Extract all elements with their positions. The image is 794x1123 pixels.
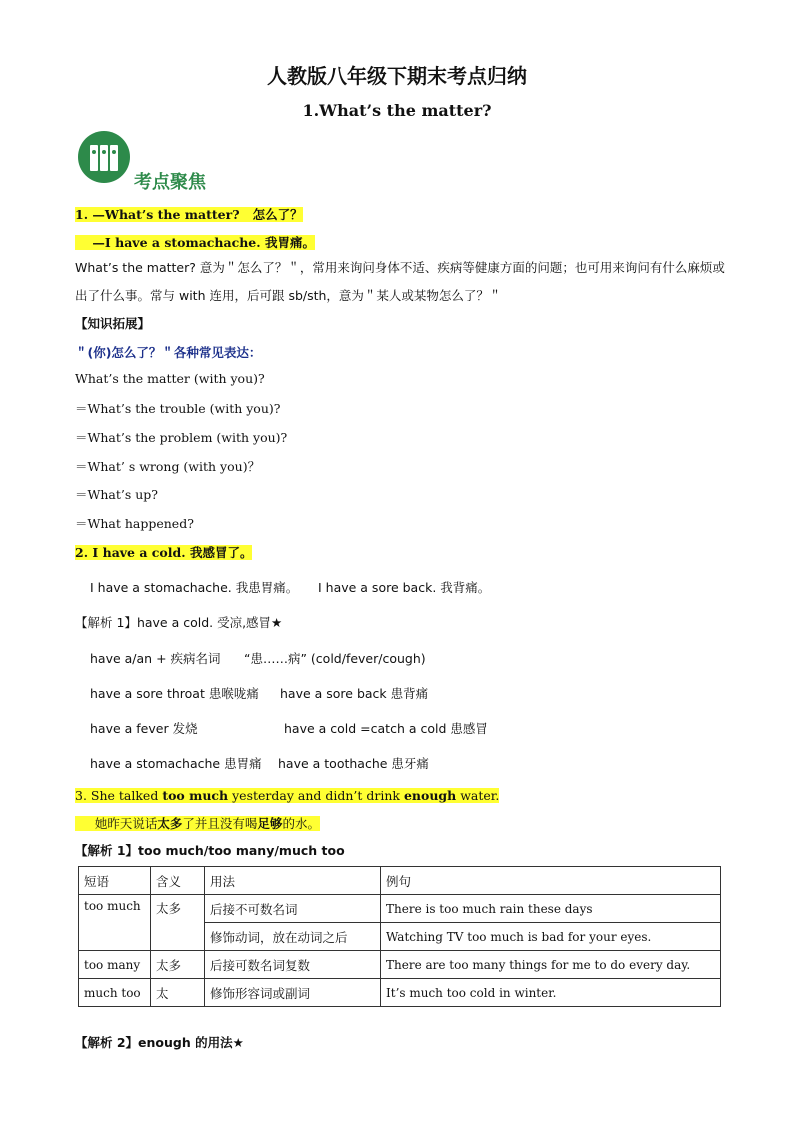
point2-heading [75, 543, 252, 561]
table-cell-usage: 后接可数名词复数 [205, 951, 381, 979]
table-cell-meaning: 太多 [151, 895, 205, 951]
point2-heading-cn: 我感冒了。 [189, 545, 253, 560]
analysis-text: have a cold. 受凉,感冒★ [136, 615, 283, 630]
translation-part: 她昨天说话 [94, 816, 158, 831]
usage-left: have a fever 发烧 [90, 721, 198, 736]
table-header: 含义 [151, 867, 205, 895]
table-cell-example: There is too much rain these days [381, 895, 721, 923]
expression-item: What’s the matter (with you)? [75, 371, 265, 386]
usage-right: have a cold =catch a cold 患感冒 [284, 721, 488, 736]
table-cell-phrase: too much [79, 895, 151, 951]
expression-item: ＝What’s up? [75, 487, 158, 502]
point1-heading [75, 205, 303, 223]
table-cell-usage: 修饰形容词或副词 [205, 979, 381, 1007]
translation-part: 的水。 [282, 816, 320, 831]
expression-item: ＝What’s the trouble (with you)? [75, 401, 281, 416]
table-header: 短语 [79, 867, 151, 895]
table-row [79, 979, 721, 1007]
sentence-keyword: too much [162, 788, 229, 803]
translation-part: 了并且没有喝 [182, 816, 258, 831]
point3-translation [75, 814, 320, 832]
page-subtitle: 1.What’s the matter? [302, 101, 492, 120]
point1-reply-en: —I have a stomachache. [92, 235, 261, 250]
translation-keyword: 足够 [257, 816, 283, 831]
sentence-part: 3. She talked [75, 788, 163, 803]
table-cell-phrase: too many [79, 951, 151, 979]
expand-label: 【知识拓展】 [75, 316, 151, 331]
point2-analysis [75, 613, 282, 631]
usage-table [78, 866, 721, 1007]
binders-icon [78, 131, 130, 183]
expression-item: ＝What’ s wrong (with you)？ [75, 459, 261, 474]
table-header: 例句 [381, 867, 721, 895]
sentence-part: yesterday and didn’t drink [228, 788, 404, 803]
table-cell-meaning: 太 [151, 979, 205, 1007]
usage-left: have a/an + 疾病名词 [90, 651, 221, 666]
table-cell-example: There are too many things for me to do every day. [381, 951, 721, 979]
point3-sentence [75, 788, 499, 803]
usage-right: “患……病” (cold/fever/cough) [244, 651, 426, 666]
section-title: 考点聚焦 [134, 172, 206, 193]
analysis-label: 【解析 1】 [75, 615, 137, 630]
usage-right: have a toothache 患牙痛 [278, 756, 429, 771]
expression-item: ＝What happened? [75, 516, 194, 531]
point1-reply-cn: 我胃痛。 [264, 235, 315, 250]
point1-heading-en: 1. —What’s the matter? [75, 207, 240, 222]
sentence-keyword: enough [403, 788, 457, 803]
sentence-part: water. [456, 788, 500, 803]
point2-heading-en: 2. I have a cold. [75, 545, 186, 560]
point1-reply [75, 233, 315, 251]
point3-analysis2: 【解析 2】enough 的用法★ [75, 1035, 244, 1050]
table-header: 用法 [205, 867, 381, 895]
usage-left: have a sore throat 患喉咙痛 [90, 686, 259, 701]
table-cell-usage: 后接不可数名词 [205, 895, 381, 923]
expand-heading: ＂(你)怎么了？＂各种常见表达： [75, 345, 262, 360]
expression-item: ＝What’s the problem (with you)? [75, 430, 288, 445]
point2-example: I have a stomachache. 我患胃痛。 [90, 580, 299, 595]
point2-example: I have a sore back. 我背痛。 [318, 580, 491, 595]
table-row [79, 895, 721, 923]
table-cell-meaning: 太多 [151, 951, 205, 979]
table-row [79, 951, 721, 979]
page-title: 人教版八年级下期末考点归纳 [267, 64, 527, 88]
table-header-row [79, 867, 721, 895]
table-cell-example: Watching TV too much is bad for your eyes. [381, 923, 721, 951]
table-cell-example: It’s much too cold in winter. [381, 979, 721, 1007]
usage-right: have a sore back 患背痛 [280, 686, 429, 701]
translation-keyword: 太多 [157, 816, 183, 831]
table-cell-phrase: much too [79, 979, 151, 1007]
point1-explanation: What’s the matter? 意为＂怎么了？＂，常用来询问身体不适、疾病等健康方面的问题；也可用来询问有什么麻烦或出了什么事。常与 with 连用，后可跟 sb/sth，意为＂某人或某物怎么了？＂ [75, 260, 725, 303]
point1-heading-cn: 怎么了？ [252, 207, 303, 222]
point3-analysis1: 【解析 1】too much/too many/much too [75, 843, 345, 858]
table-cell-usage: 修饰动词，放在动词之后 [205, 923, 381, 951]
usage-left: have a stomachache 患胃痛 [90, 756, 262, 771]
